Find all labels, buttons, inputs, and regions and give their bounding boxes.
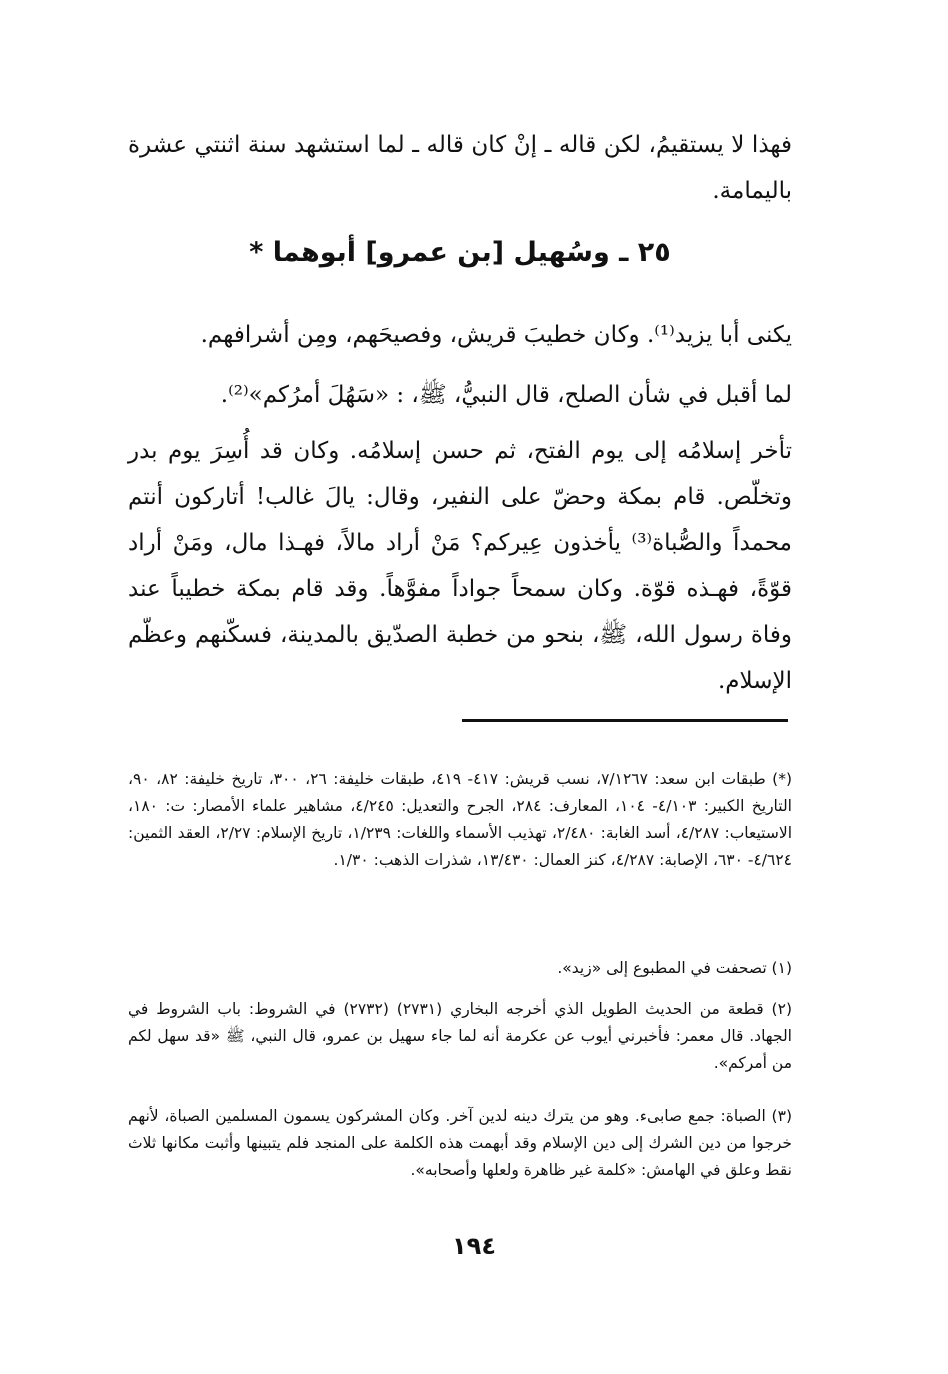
footnote-1: (١) تصحفت في المطبوع إلى «زيد». — [557, 959, 792, 977]
footnote-divider — [462, 719, 788, 722]
paragraph-kunya: يكنى أبا يزيد⁽¹⁾. وكان خطيبَ قريش، وفصيحَهم، ومِن أشرافهم. — [200, 322, 792, 348]
paragraph-sulh: لما أقبل في شأن الصلح، قال النبيُّ، ﷺ، : «سَهُلَ أمرُكم»⁽²⁾. — [220, 382, 792, 408]
page-number: ١٩٤ — [452, 1232, 496, 1260]
intro-paragraph: فهذا لا يستقيمُ، لكن قاله ـ إنْ كان قاله ـ لما استشهد سنة اثنتي عشرة باليمامة. — [128, 132, 792, 204]
footnote-sources: (*) طبقات ابن سعد: ٧/١٢٦٧، نسب قريش: ٤١٧- ٤١٩، طبقات خليفة: ٢٦، ٣٠٠، تاريخ خليفة: ٨٢، ٩٠، التاريخ الكبير: ٤/١٠٣- ١٠٤، المعارف: ٢٨٤، الجرح والتعديل: ٤/٢٤٥، مشاهير علماء الأمصار: ت: ١٨٠، الاستيعاب: ٤/٢٨٧، أسد الغابة: ٢/٤٨٠، تهذيب الأسماء واللغات: ١/٢٣٩، تاريخ الإسلام: ٢/٢٧، العقد الثمين: ٤/٦٢٤- ٦٣٠، الإصابة: ٤/٢٨٧، كنز العمال: ١٣/٤٣٠، شذرات الذهب: ١/٣٠. — [128, 770, 792, 869]
paragraph-islam: تأخر إسلامُه إلى يوم الفتح، ثم حسن إسلامُه. وكان قد أُسِرَ يوم بدر وتخلّص. قام بمكة وحضّ على النفير، وقال: يالَ غالب! أتاركون أنتم محمداً والصُّباة⁽³⁾ يأخذون عِيركم؟ مَنْ أراد مالاً، فهـذا مال، ومَنْ أراد قوّةً، فهـذه قوّة. وكان سمحاً جواداً مفوَّهاً. وقد قام بمكة خطيباً عند وفاة رسول الله، ﷺ، بنحو من خطبة الصدّيق بالمدينة، فسكّنهم وعظّم الإسلام. — [128, 438, 793, 694]
footnote-3: (٣) الصباة: جمع صابىء. وهو من يترك دينه لدين آخر. وكان المشركون يسمون المسلمين الصباة، لأنهم خرجوا من دين الشرك إلى دين الإسلام وقد أبهمت هذه الكلمة على المنجد فلم يتبينها وأثبت مكانها ثلاث نقط وعلق في الهامش: «كلمة غير ظاهرة ولعلها وأصحابه». — [128, 1107, 792, 1179]
entry-heading: ٢٥ ـ وسُهيل [بن عمرو] أبوهما * — [249, 237, 671, 268]
footnote-2: (٢) قطعة من الحديث الطويل الذي أخرجه البخاري (٢٧٣١) (٢٧٣٢) في الشروط: باب الشروط في الجهاد. قال معمر: فأخبرني أيوب عن عكرمة أنه لما جاء سهيل بن عمرو، قال النبي، ﷺ «قد سهل لكم من أمركم». — [128, 1000, 792, 1072]
